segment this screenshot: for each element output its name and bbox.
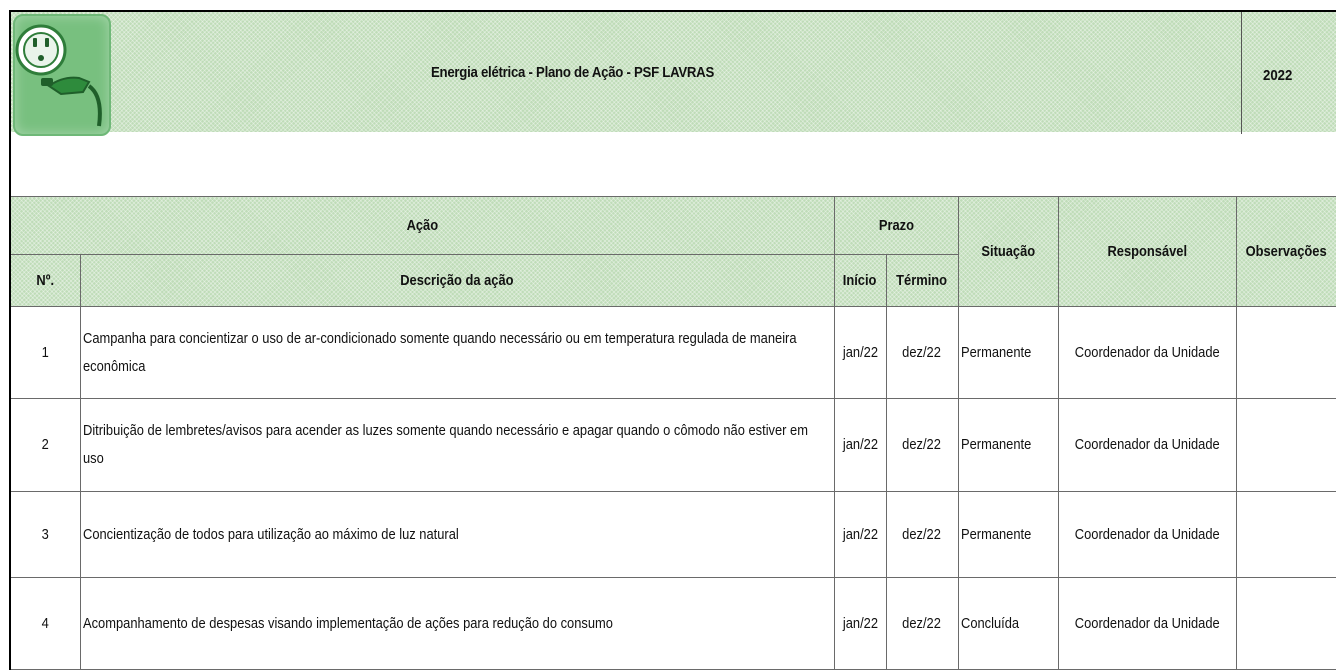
row-status: Permanente: [958, 307, 1058, 399]
row-number: 1: [10, 307, 80, 399]
row-number: 3: [10, 492, 80, 578]
header-descricao: Descrição da ação: [80, 255, 834, 307]
row-end: dez/22: [886, 492, 958, 578]
row-start: jan/22: [834, 492, 886, 578]
header-situacao: Situação: [958, 197, 1058, 307]
row-notes: [1236, 578, 1336, 670]
table-row: [10, 399, 1336, 492]
row-description: Concientização de todos para utilização ao máximo de luz natural: [80, 492, 834, 578]
header-acao: Ação: [10, 197, 834, 255]
year-label: 2022: [1263, 67, 1293, 84]
row-status: Concluída: [958, 578, 1058, 670]
row-owner: Coordenador da Unidade: [1058, 492, 1236, 578]
row-status: Permanente: [958, 399, 1058, 492]
header-inicio: Início: [834, 255, 886, 307]
header-prazo: Prazo: [834, 197, 958, 255]
row-start: jan/22: [834, 399, 886, 492]
row-end: dez/22: [886, 578, 958, 670]
row-notes: [1236, 307, 1336, 399]
row-start: jan/22: [834, 307, 886, 399]
title-divider: [1241, 12, 1242, 134]
row-number: 4: [10, 578, 80, 670]
row-description: Ditribuição de lembretes/avisos para acender as luzes somente quando necessário e apagar quando o cômodo não estiver em uso: [80, 399, 834, 492]
row-owner: Coordenador da Unidade: [1058, 307, 1236, 399]
title-banner: [9, 10, 1336, 132]
row-owner: Coordenador da Unidade: [1058, 399, 1236, 492]
row-number: 2: [10, 399, 80, 492]
row-end: dez/22: [886, 307, 958, 399]
table-row: [10, 307, 1336, 399]
row-description: Campanha para concientizar o uso de ar-condicionado somente quando necessário ou em temperatura regulada de maneira econômica: [80, 307, 834, 399]
header-responsavel: Responsável: [1058, 197, 1236, 307]
row-start: jan/22: [834, 578, 886, 670]
row-notes: [1236, 492, 1336, 578]
row-description: Acompanhamento de despesas visando implementação de ações para redução do consumo: [80, 578, 834, 670]
page-title: Energia elétrica - Plano de Ação - PSF LAVRAS: [431, 64, 715, 81]
header-termino: Término: [886, 255, 958, 307]
left-border: [9, 132, 11, 196]
electric-plug-icon: [13, 14, 111, 136]
row-status: Permanente: [958, 492, 1058, 578]
row-owner: Coordenador da Unidade: [1058, 578, 1236, 670]
header-row-groups: [10, 197, 1336, 255]
table-row: [10, 578, 1336, 670]
header-observacoes: Observações: [1236, 197, 1336, 307]
action-plan-table: [9, 196, 1336, 670]
row-notes: [1236, 399, 1336, 492]
row-end: dez/22: [886, 399, 958, 492]
table-row: [10, 492, 1336, 578]
header-numero: Nº.: [10, 255, 80, 307]
